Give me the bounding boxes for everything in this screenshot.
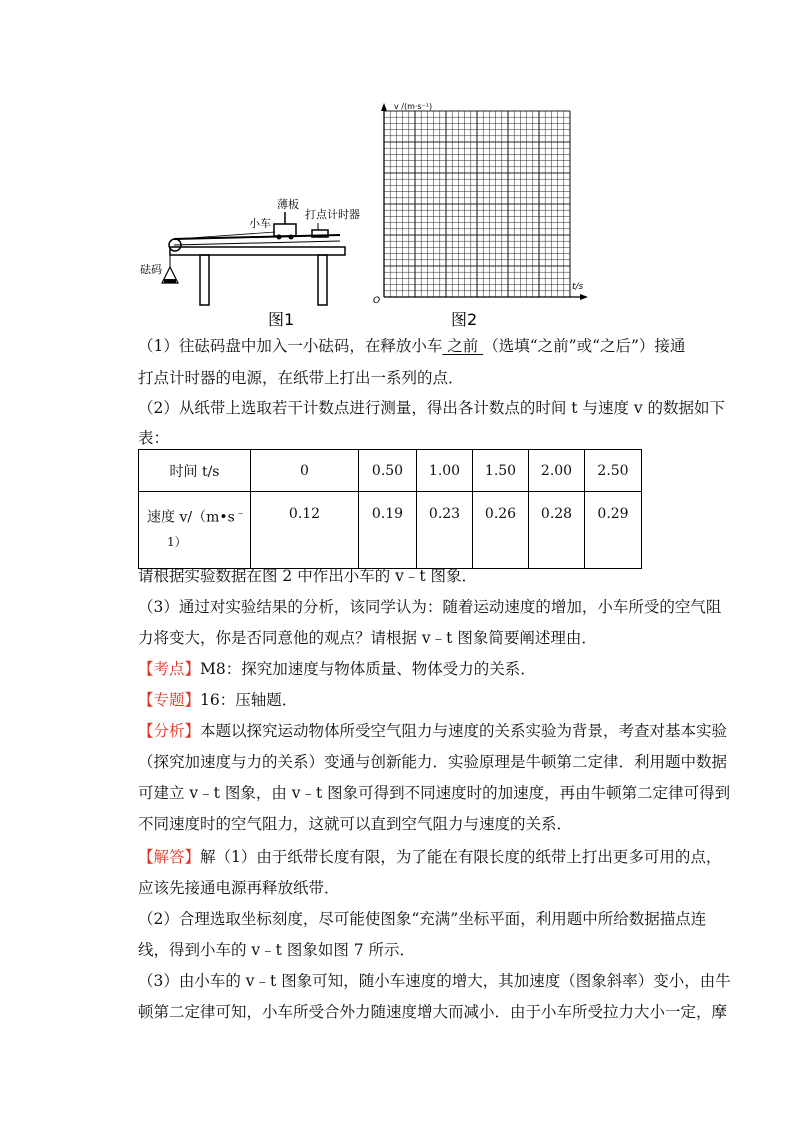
time-cell: 2.50 [585, 450, 642, 492]
data-table [138, 449, 642, 569]
jieda-line1 [138, 847, 721, 867]
jieda-tag: 【解答】 [138, 848, 201, 866]
after-table-text: 请根据实验数据在图 2 中作出小车的 v﹣t 图象． [138, 567, 478, 585]
zhuanti-line [138, 690, 297, 710]
vt-grid-figure [373, 102, 588, 329]
kaodian-text: M8：探究加速度与物体质量、物体受力的关系． [200, 660, 536, 678]
jieda-text1: 解（1）由于纸带长度有限，为了能在有限长度的纸带上打出更多可用的点， [200, 848, 722, 866]
fig1-caption: 图1 [268, 310, 295, 329]
speed-header-b: 1） [167, 534, 187, 549]
apparatus-diagram [140, 197, 360, 329]
speed-cell: 0.28 [529, 492, 585, 569]
speed-header [139, 492, 251, 569]
table-row-time [139, 450, 642, 492]
jieda-line2: 应该先接通电源再释放纸带． [138, 879, 340, 897]
speed-cell: 0.29 [585, 492, 642, 569]
q2-line2: 表： [138, 429, 170, 447]
jieda-line5: （3）由小车的 v﹣t 图象可知，随小车速度的增大，其加速度（图象斜率）变小，由牛 [138, 972, 731, 990]
timer-label: 打点计时器 [305, 208, 360, 221]
time-cell: 1.00 [417, 450, 473, 492]
fenxi-line2: （探究加速度与力的关系）变通与创新能力．实验原理是牛顿第二定律．利用题中数据 [138, 753, 728, 771]
speed-cell: 0.19 [359, 492, 417, 569]
grid-lines [384, 111, 570, 297]
q1-answer: 之前 [442, 337, 484, 355]
thin-board-label: 薄板 [277, 198, 299, 211]
speed-cell: 0.23 [417, 492, 473, 569]
q1-text-pre: （1）往砝码盘中加入一小砝码，在释放小车 [138, 337, 443, 355]
y-axis-label: v /(m·s⁻¹) [394, 102, 433, 111]
time-cell: 2.00 [529, 450, 585, 492]
q3-line2: 力将变大，你是否同意他的观点？请根据 v﹣t 图象简要阐述理由． [138, 629, 597, 647]
speed-header-a: 速度 v/（m•s [147, 509, 235, 526]
speed-header-sup: ﹣ [234, 505, 247, 519]
origin-label: O [373, 296, 381, 306]
q1-line2: 打点计时器的电源，在纸带上打出一系列的点． [138, 369, 464, 387]
zhuanti-tag: 【专题】 [138, 691, 201, 709]
fig2-caption: 图2 [451, 310, 478, 329]
time-cell: 1.50 [473, 450, 529, 492]
q1-line1 [138, 336, 685, 356]
time-cell: 0.50 [359, 450, 417, 492]
figure-area [140, 95, 620, 330]
fenxi-line3: 可建立 v﹣t 图象，由 v﹣t 图象可得到不同速度时的加速度，再由牛顿第二定律可得到 [138, 784, 731, 802]
jieda-line4: 线，得到小车的 v﹣t 图象如图 7 所示． [138, 941, 416, 959]
kaodian-tag: 【考点】 [138, 660, 201, 678]
zhuanti-text: 16：压轴题． [200, 691, 298, 709]
q3-line1: （3）通过对实验结果的分析，该同学认为：随着运动速度的增加，小车所受的空气阻 [138, 598, 722, 616]
speed-cell: 0.12 [251, 492, 359, 569]
speed-cell: 0.26 [473, 492, 529, 569]
q1-text-post: （选填“之前”或“之后”）接通 [483, 337, 686, 355]
table-row-speed [139, 492, 642, 569]
time-cell: 0 [251, 450, 359, 492]
cart-label: 小车 [249, 217, 271, 230]
fenxi-line4: 不同速度时的空气阻力，这就可以直到空气阻力与速度的关系． [138, 815, 573, 833]
kaodian-line [138, 659, 536, 679]
jieda-line6: 顿第二定律可知，小车所受合外力随速度增大而减小．由于小车所受拉力大小一定，摩 [138, 1003, 728, 1021]
time-header: 时间 t/s [139, 450, 251, 492]
fenxi-text1: 本题以探究运动物体所受空气阻力与速度的关系实验为背景，考查对基本实验 [200, 722, 728, 740]
weight-label: 砝码 [140, 263, 162, 276]
fenxi-tag: 【分析】 [138, 722, 201, 740]
q2-line1: （2）从纸带上选取若干计数点进行测量，得出各计数点的时间 t 与速度 v 的数据如下 [138, 399, 726, 417]
fenxi-line1 [138, 721, 727, 741]
jieda-line3: （2）合理选取坐标刻度，尽可能使图象“充满”坐标平面，利用题中所给数据描点连 [138, 910, 707, 928]
figures-svg [140, 95, 620, 330]
x-axis-label: t/s [572, 282, 584, 292]
